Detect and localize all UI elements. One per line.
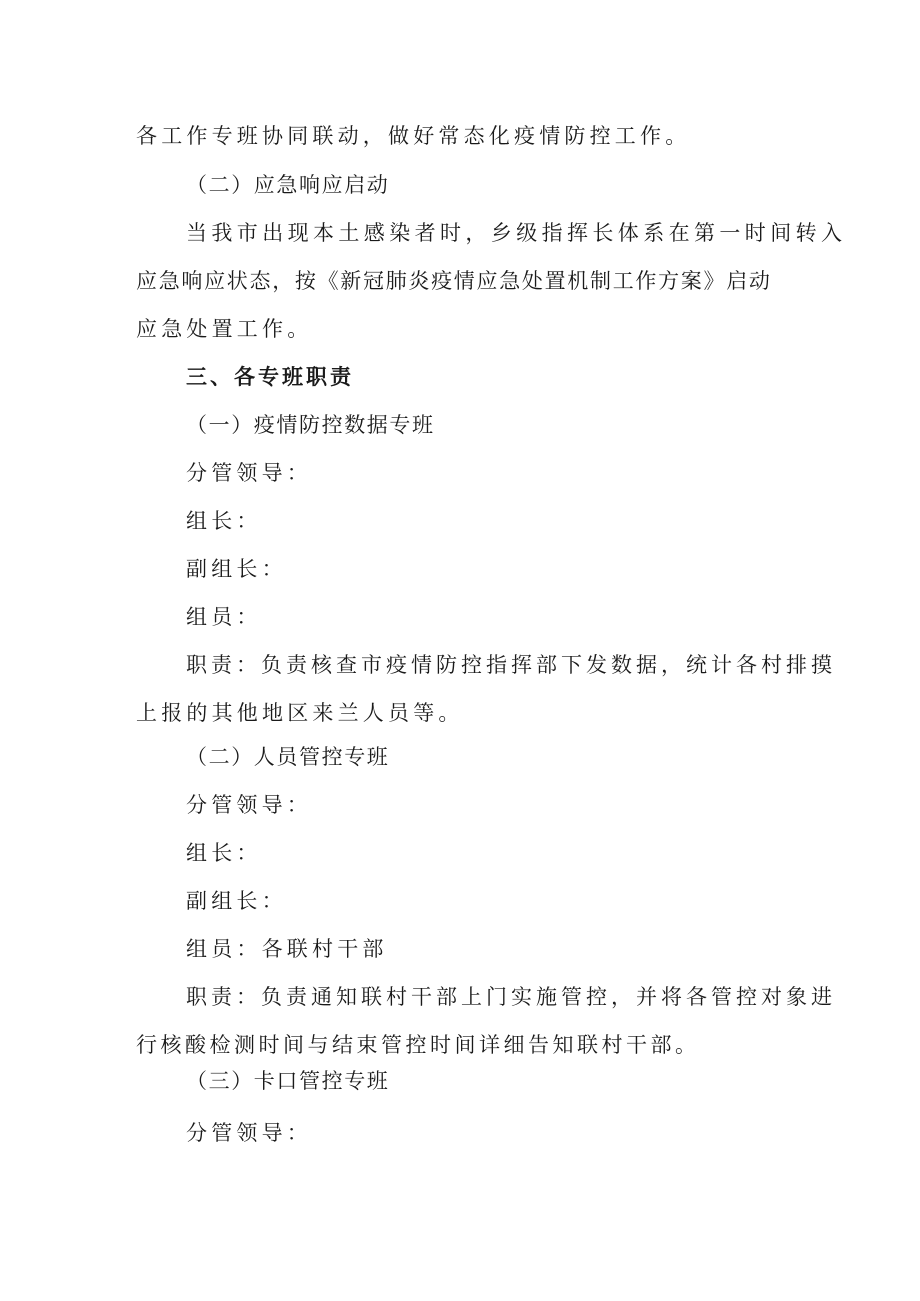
field-label: 组长：: [186, 509, 262, 533]
field-label: 副组长：: [186, 557, 287, 581]
subsection-heading: （一）疫情防控数据专班: [186, 413, 435, 437]
paragraph-line: 职责：负责核查市疫情防控指挥部下发数据，统计各村排摸: [186, 653, 836, 677]
paragraph-line: 各工作专班协同联动，做好常态化疫情防控工作。: [136, 124, 691, 148]
subsection-heading: （二）人员管控专班: [186, 745, 390, 769]
paragraph-line: 当我市出现本土感染者时，乡级指挥长体系在第一时间转入: [186, 221, 847, 245]
section-heading: 三、各专班职责: [186, 365, 354, 389]
field-label: 分管领导：: [186, 793, 312, 817]
paragraph-line: 应急处置工作。: [136, 317, 313, 341]
field-label: 组员：: [186, 605, 262, 629]
field-label: 分管领导：: [186, 1121, 312, 1145]
subsection-heading: （三）卡口管控专班: [186, 1069, 390, 1093]
field-label: 副组长：: [186, 889, 287, 913]
field-label: 组长：: [186, 841, 262, 865]
field-label: 组员：各联村干部: [186, 937, 388, 961]
paragraph-line: 上报的其他地区来兰人员等。: [136, 701, 464, 725]
field-label: 分管领导：: [186, 461, 312, 485]
paragraph-line: 应急响应状态，按《新冠肺炎疫情应急处置机制工作方案》启动: [136, 269, 772, 293]
paragraph-line: 行核酸检测时间与结束管控时间详细告知联村干部。: [136, 1033, 700, 1057]
paragraph-line: 职责：负责通知联村干部上门实施管控，并将各管控对象进: [186, 985, 836, 1009]
subsection-heading: （二）应急响应启动: [186, 173, 390, 197]
